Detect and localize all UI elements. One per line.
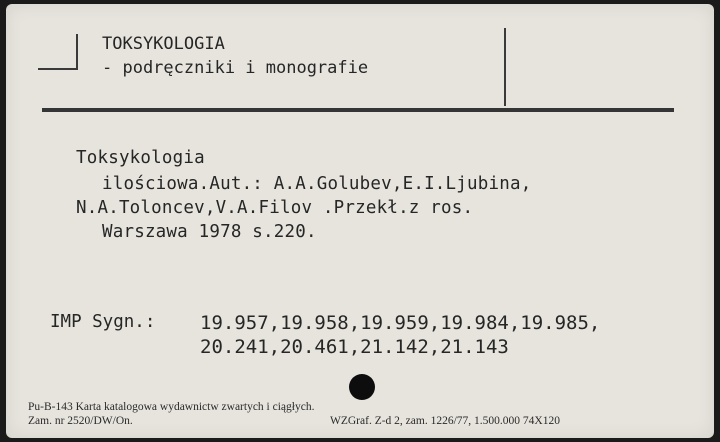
header-divider [504, 28, 506, 106]
footer-line-2: Zam. nr 2520/DW/On. [28, 415, 133, 427]
signature-label: IMP Sygn.: [50, 312, 156, 332]
corner-mark-vertical [76, 34, 78, 70]
entry-line-4: Warszawa 1978 s.220. [102, 222, 317, 242]
footer-line-3: WZGraf. Z-d 2, zam. 1226/77, 1.500.000 74X120 [330, 415, 560, 427]
entry-line-3: N.A.Toloncev,V.A.Filov .Przekł.z ros. [76, 198, 474, 218]
entry-line-1: Toksykologia [76, 148, 205, 168]
header-rule [42, 108, 674, 112]
signature-line-2: 20.241,20.461,21.142,21.143 [200, 336, 509, 358]
entry-line-2: ilościowa.Aut.: A.A.Golubev,E.I.Ljubina, [102, 174, 532, 194]
header-subtitle: - podręczniki i monografie [102, 58, 369, 78]
corner-mark-horizontal [38, 68, 78, 70]
footer-line-1: Pu-B-143 Karta katalogowa wydawnictw zwartych i ciągłych. [28, 401, 315, 413]
signature-line-1: 19.957,19.958,19.959,19.984,19.985, [200, 312, 601, 334]
catalog-card [6, 4, 714, 438]
punch-hole [349, 374, 375, 400]
header-title: TOKSYKOLOGIA [102, 34, 225, 54]
